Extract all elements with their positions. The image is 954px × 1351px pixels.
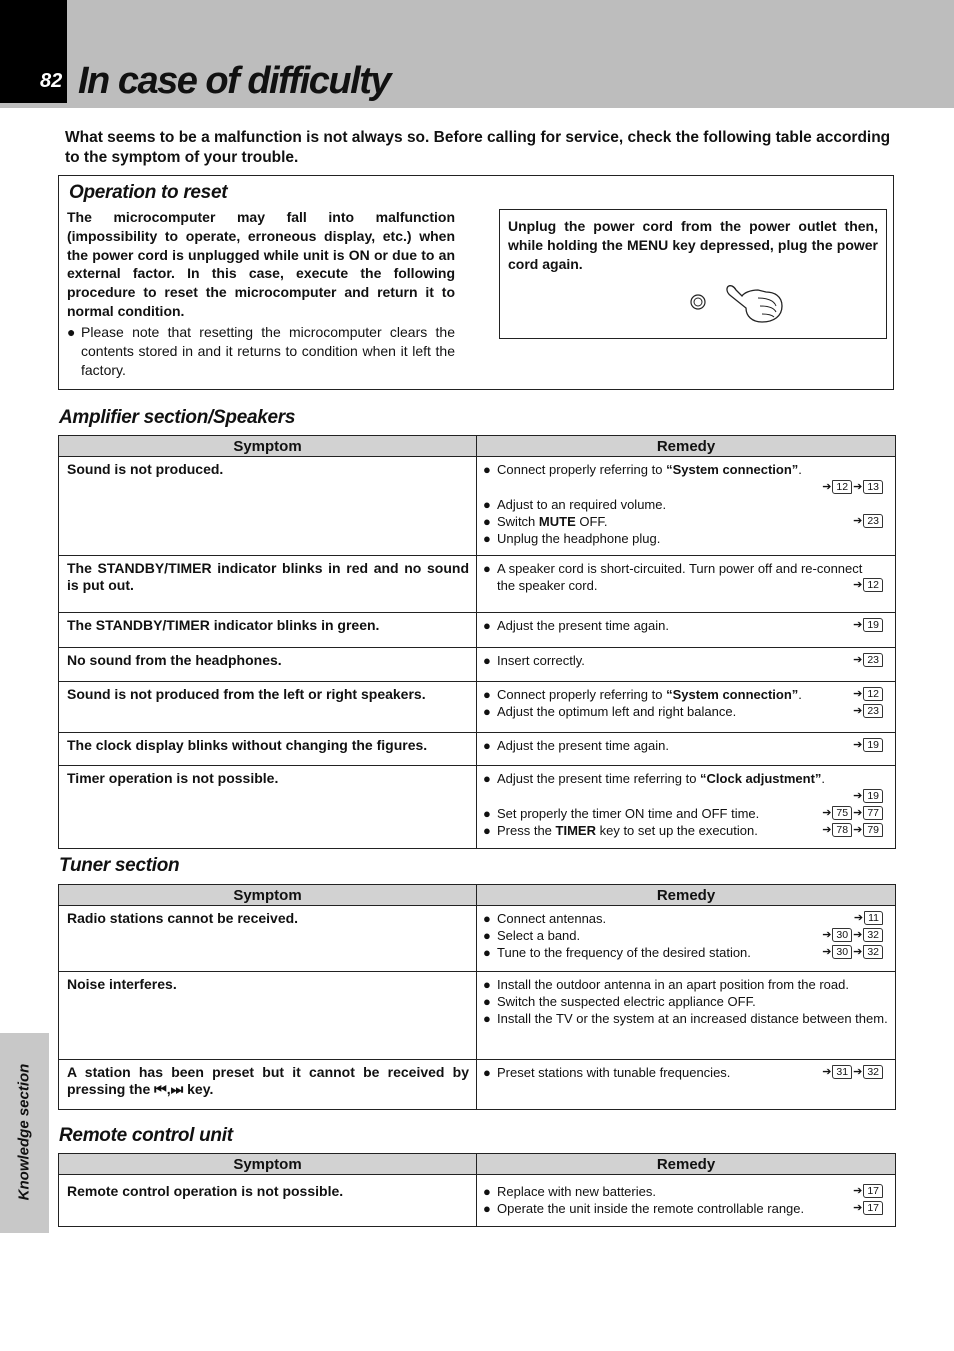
intro-text: What seems to be a malfunction is not always so. Before calling for service, check the following table according to the symptom of your trouble. xyxy=(65,129,891,166)
remedy-item: ● Connect antennas. ➔ 11 xyxy=(483,910,883,927)
table-row xyxy=(59,457,896,556)
tuner-table xyxy=(58,884,896,1110)
symptom-cell: The clock display blinks without changing the figures. xyxy=(59,733,477,766)
reset-box xyxy=(58,175,894,390)
remedy-item: ● A speaker cord is short-circuited. Turn power off and re-connect the speaker cord. ➔ 12 xyxy=(483,560,883,594)
remedy-item: ● Set properly the timer ON time and OFF time. ➔ 75 ➔ 77 xyxy=(483,805,883,822)
symptom-cell: Sound is not produced. xyxy=(59,457,477,556)
page-ref: ➔ 75 ➔ 77 xyxy=(821,804,883,822)
symptom-header: Symptom xyxy=(59,1154,477,1175)
symptom-cell: The STANDBY/TIMER indicator blinks in green. xyxy=(59,613,477,648)
reset-note-text: Please note that resetting the microcomputer clears the contents stored in and it returns to condition when it left the factory. xyxy=(81,324,455,378)
remedy-cell xyxy=(477,733,896,766)
tuner-section-title: Tuner section xyxy=(59,855,180,876)
bullet-icon: ● xyxy=(67,324,76,340)
remedy-item: ● Switch the suspected electric appliance OFF. xyxy=(483,994,756,1009)
amp-section-title: Amplifier section/Speakers xyxy=(59,407,296,428)
remedy-item: ● Adjust the present time again. ➔ 19 xyxy=(483,737,883,754)
symptom-cell: Timer operation is not possible. xyxy=(59,766,477,849)
remedy-cell xyxy=(477,906,896,972)
remedy-cell xyxy=(477,457,896,556)
table-row xyxy=(59,1060,896,1110)
page-ref: ➔ 23 xyxy=(852,651,883,669)
page-ref: ➔ 11 xyxy=(853,909,883,927)
page-ref: ➔ 12 ➔ 13 xyxy=(483,478,883,496)
remedy-header: Remedy xyxy=(477,436,896,457)
reset-instruction: Unplug the power cord from the power outlet then, while holding the MENU key depressed, plug the power cord again. xyxy=(508,218,878,272)
skip-keys-icon: ⏮,⏭ xyxy=(154,1081,184,1097)
symptom-cell: Sound is not produced from the left or right speakers. xyxy=(59,682,477,733)
page-ref: ➔ 78 ➔ 79 xyxy=(821,821,883,839)
table-row xyxy=(59,906,896,972)
symptom-header: Symptom xyxy=(59,885,477,906)
remedy-item: ● Install the TV or the system at an increased distance between them. xyxy=(483,1011,888,1026)
page-ref: ➔ 19 xyxy=(852,616,883,634)
remedy-item: ● Insert correctly. ➔ 23 xyxy=(483,652,883,669)
symptom-cell: Radio stations cannot be received. xyxy=(59,906,477,972)
symptom-cell: The STANDBY/TIMER indicator blinks in red and no sound is put out. xyxy=(59,556,477,613)
table-row xyxy=(59,556,896,613)
page-ref: ➔ 19 xyxy=(483,787,883,805)
symptom-cell: A station has been preset but it cannot be received by pressing the ⏮,⏭ key. xyxy=(59,1060,477,1110)
remedy-cell xyxy=(477,1060,896,1110)
remedy-cell xyxy=(477,1175,896,1227)
table-row xyxy=(59,648,896,682)
side-tab-label: Knowledge section xyxy=(15,1063,33,1201)
page-ref: ➔ 30 ➔ 32 xyxy=(821,926,883,944)
remedy-item: ● Install the outdoor antenna in an apart position from the road. xyxy=(483,977,849,992)
remedy-item: ● Replace with new batteries. ➔ 17 xyxy=(483,1183,883,1200)
amp-table xyxy=(58,435,896,849)
remedy-cell xyxy=(477,613,896,648)
remedy-cell xyxy=(477,972,896,1060)
reset-title: Operation to reset xyxy=(69,182,228,203)
page-ref: ➔ 12 xyxy=(852,685,883,703)
remedy-item: ● Connect properly referring to “System connection”. xyxy=(483,462,802,477)
remote-table xyxy=(58,1153,896,1227)
table-row xyxy=(59,972,896,1060)
page-ref: ➔ 23 xyxy=(852,512,883,530)
remedy-item: ● Unplug the headphone plug. xyxy=(483,531,661,546)
page-ref: ➔ 31 ➔ 32 xyxy=(821,1063,883,1081)
remedy-item: ● Adjust the optimum left and right balance. ➔ 23 xyxy=(483,703,883,720)
remedy-header: Remedy xyxy=(477,1154,896,1175)
remedy-cell xyxy=(477,648,896,682)
page-ref: ➔ 17 xyxy=(852,1199,883,1217)
remedy-item: ● Adjust the present time again. ➔ 19 xyxy=(483,617,883,634)
remedy-cell xyxy=(477,556,896,613)
reset-note xyxy=(67,323,455,379)
table-row xyxy=(59,613,896,648)
remedy-item: ● Connect properly referring to “System connection”. ➔ 12 xyxy=(483,686,883,703)
table-row xyxy=(59,733,896,766)
remedy-item: ● Press the TIMER key to set up the execution. ➔ 78 ➔ 79 xyxy=(483,822,883,839)
symptom-cell: No sound from the headphones. xyxy=(59,648,477,682)
reset-body: The microcomputer may fall into malfunction (impossibility to operate, erroneous display, etc.) when the power cord is unplugged while unit is ON or due to an external factor. In this case, execute the following procedure to reset the microcomputer and return it to normal condition. xyxy=(67,209,455,319)
page-ref: ➔ 23 xyxy=(852,702,883,720)
reset-instruction-box xyxy=(499,209,887,339)
page-ref: ➔ 12 xyxy=(852,576,883,594)
remedy-item: ● Switch MUTE OFF. ➔ 23 xyxy=(483,513,883,530)
table-row xyxy=(59,1175,896,1227)
remedy-cell xyxy=(477,766,896,849)
page-ref: ➔ 17 xyxy=(852,1182,883,1200)
remedy-item: ● Adjust to an required volume. xyxy=(483,497,667,512)
remedy-header: Remedy xyxy=(477,885,896,906)
remedy-item: ● Select a band. ➔ 30 ➔ 32 xyxy=(483,927,883,944)
table-row xyxy=(59,682,896,733)
symptom-cell: Noise interferes. xyxy=(59,972,477,1060)
remedy-item: ● Operate the unit inside the remote controllable range. ➔ 17 xyxy=(483,1200,883,1217)
page-ref: ➔ 19 xyxy=(852,736,883,754)
page-number: 82 xyxy=(40,70,63,92)
remote-section-title: Remote control unit xyxy=(59,1125,233,1146)
press-key-hand-icon xyxy=(688,280,798,330)
symptom-header: Symptom xyxy=(59,436,477,457)
remedy-item: ● Tune to the frequency of the desired station. ➔ 30 ➔ 32 xyxy=(483,944,883,961)
remedy-item: ● Preset stations with tunable frequencies. ➔ 31 ➔ 32 xyxy=(483,1064,883,1081)
table-row xyxy=(59,766,896,849)
remedy-item: ● Adjust the present time referring to “Clock adjustment”. xyxy=(483,771,826,786)
remedy-cell xyxy=(477,682,896,733)
page-ref: ➔ 30 ➔ 32 xyxy=(821,943,883,961)
page-title: In case of difficulty xyxy=(78,60,390,102)
symptom-cell: Remote control operation is not possible. xyxy=(59,1175,477,1227)
